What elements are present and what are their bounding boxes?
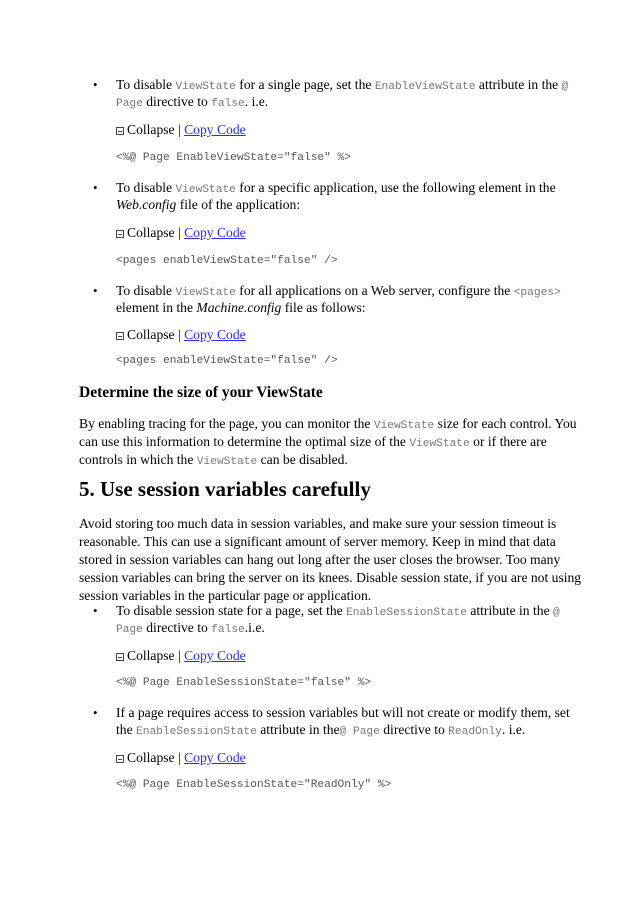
- collapse-label[interactable]: Collapse: [127, 648, 175, 663]
- code-toolbar: Collapse | Copy Code: [116, 122, 246, 138]
- viewstate-paragraph-line-2: can use this information to determine the optimal size of the ViewState or if there are: [79, 434, 547, 450]
- bullet: •: [93, 603, 98, 618]
- item-3-line-1: To disable session state for a page, set the EnableSessionState attribute in the @: [116, 603, 560, 619]
- session-paragraph-line: Avoid storing too much data in session variables, and make sure your session timeout is: [79, 516, 557, 531]
- item-4-line-1: If a page requires access to session variables but will not create or modify them, set: [116, 705, 570, 720]
- copy-code-link[interactable]: Copy Code: [184, 750, 246, 765]
- code-toolbar: Collapse | Copy Code: [116, 327, 246, 343]
- code-toolbar: Collapse | Copy Code: [116, 648, 246, 664]
- code-block: <%@ Page EnableViewState="false" %>: [116, 152, 351, 164]
- session-paragraph-line: reasonable. This can use a significant amount of server memory. Keep in mind that data: [79, 534, 556, 549]
- bullet: •: [93, 283, 98, 298]
- copy-code-link[interactable]: Copy Code: [184, 122, 246, 137]
- copy-code-link[interactable]: Copy Code: [184, 225, 246, 240]
- bullet: •: [93, 180, 98, 195]
- session-paragraph-line: session variables in the particular page or application.: [79, 588, 372, 603]
- item-2-line-1: To disable ViewState for all applications on a Web server, configure the <pages>: [116, 283, 561, 299]
- viewstate-paragraph-line-1: By enabling tracing for the page, you can monitor the ViewState size for each control. You: [79, 416, 577, 432]
- code-block: <%@ Page EnableSessionState="false" %>: [116, 677, 372, 689]
- collapse-icon[interactable]: [116, 755, 124, 763]
- item-0-line-2: Page directive to false. i.e.: [116, 94, 269, 110]
- item-2-line-2: element in the Machine.config file as follows:: [116, 300, 366, 315]
- item-0-line-1: To disable ViewState for a single page, set the EnableViewState attribute in the @: [116, 77, 569, 93]
- collapse-label[interactable]: Collapse: [127, 225, 175, 240]
- code-block: <%@ Page EnableSessionState="ReadOnly" %>: [116, 779, 392, 791]
- code-toolbar: Collapse | Copy Code: [116, 225, 246, 241]
- collapse-icon[interactable]: [116, 332, 124, 340]
- item-1-line-2: Web.config file of the application:: [116, 197, 301, 212]
- collapse-label[interactable]: Collapse: [127, 122, 175, 137]
- bullet: •: [93, 705, 98, 720]
- copy-code-link[interactable]: Copy Code: [184, 648, 246, 663]
- collapse-label[interactable]: Collapse: [127, 327, 175, 342]
- session-paragraph-line: stored in session variables can hang out long after the user closes the browser. Too many: [79, 552, 561, 567]
- copy-code-link[interactable]: Copy Code: [184, 327, 246, 342]
- bullet: •: [93, 77, 98, 92]
- collapse-icon[interactable]: [116, 127, 124, 135]
- section-heading-session: 5. Use session variables carefully: [79, 477, 371, 501]
- section-heading-viewstate: Determine the size of your ViewState: [79, 384, 323, 401]
- viewstate-paragraph-line-3: controls in which the ViewState can be disabled.: [79, 452, 348, 468]
- item-1-line-1: To disable ViewState for a specific application, use the following element in the: [116, 180, 556, 196]
- collapse-label[interactable]: Collapse: [127, 750, 175, 765]
- item-3-line-2: Page directive to false.i.e.: [116, 620, 265, 636]
- collapse-icon[interactable]: [116, 653, 124, 661]
- code-toolbar: Collapse | Copy Code: [116, 750, 246, 766]
- session-paragraph-line: session variables can bring the server on its knees. Disable session state, if you are not using: [79, 570, 582, 585]
- collapse-icon[interactable]: [116, 230, 124, 238]
- code-block: <pages enableViewState="false" />: [116, 355, 338, 367]
- item-4-line-2: the EnableSessionState attribute in the@ Page directive to ReadOnly. i.e.: [116, 722, 526, 738]
- code-block: <pages enableViewState="false" />: [116, 255, 338, 267]
